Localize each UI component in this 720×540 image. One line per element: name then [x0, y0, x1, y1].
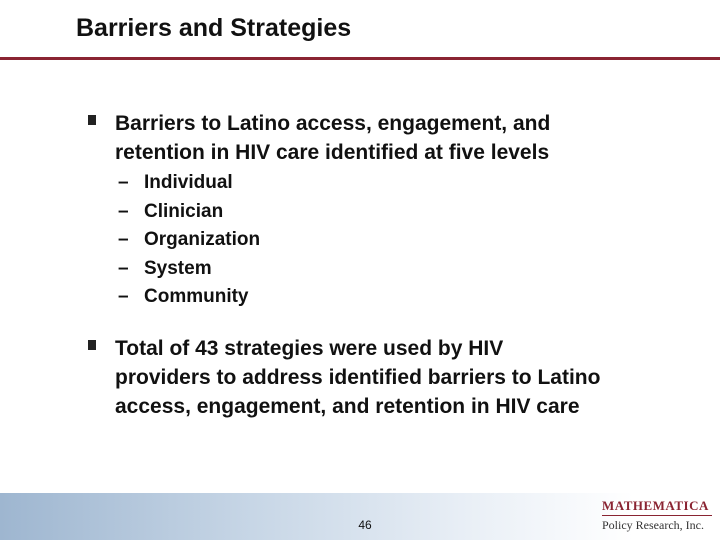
bullet-line: retention in HIV care identified at five levels	[115, 141, 550, 164]
title-divider	[0, 57, 720, 60]
bullet-marker	[88, 340, 96, 350]
bullet-line: providers to address identified barriers to Latino	[115, 366, 601, 389]
dash-marker: –	[118, 286, 129, 308]
bullet-line: access, engagement, and retention in HIV care	[115, 395, 580, 418]
level-community: Community	[144, 286, 249, 308]
bullet-marker	[88, 115, 96, 125]
dash-marker: –	[118, 257, 129, 279]
bullet-strategies	[115, 334, 695, 421]
level-clinician: Clinician	[144, 200, 224, 222]
mathematica-logo	[602, 498, 712, 533]
list-item	[118, 200, 260, 229]
dash-marker: –	[118, 172, 129, 193]
bullet-line: Barriers to Latino access, engagement, and	[115, 112, 551, 135]
slide-title: Barriers and Strategies	[76, 14, 352, 42]
level-individual: Individual	[144, 172, 233, 193]
dash-marker: –	[118, 200, 129, 222]
level-system: System	[144, 257, 212, 279]
logo-wordmark: MATHEMATICA	[602, 498, 709, 513]
list-item	[118, 171, 260, 200]
list-item	[118, 257, 260, 286]
logo-divider	[602, 515, 712, 516]
barrier-levels-list	[118, 171, 260, 314]
list-item	[118, 285, 260, 314]
dash-marker: –	[118, 229, 129, 251]
list-item	[118, 228, 260, 257]
bullet-barriers	[115, 109, 695, 167]
bullet-line: Total of 43 strategies were used by HIV	[115, 337, 504, 360]
level-organization: Organization	[144, 229, 261, 251]
page-number: 46	[358, 518, 372, 532]
logo-subtitle: Policy Research, Inc.	[602, 518, 704, 532]
